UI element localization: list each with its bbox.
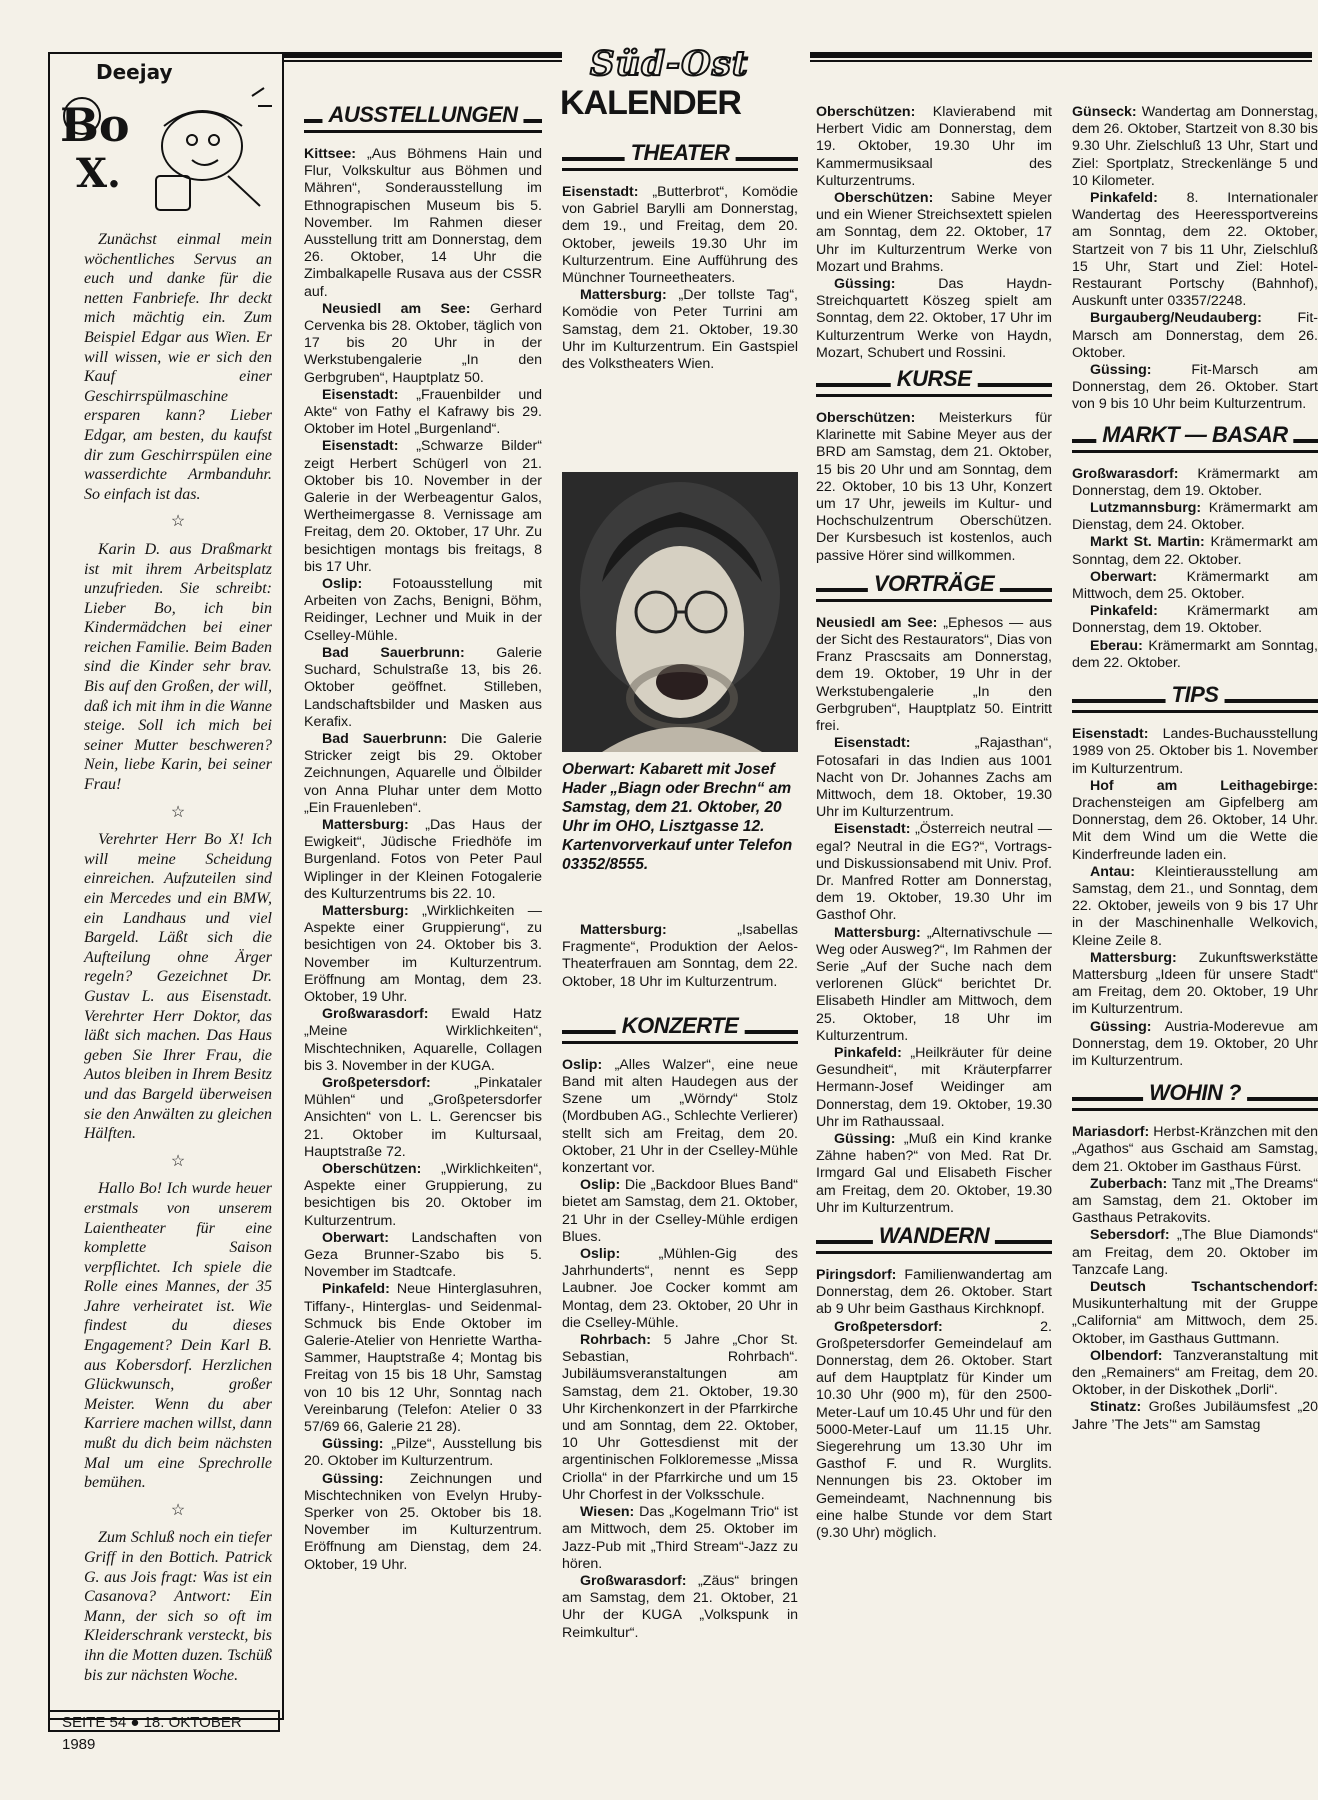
entry-text: Krämermarkt am Mittwoch, dem 25. Oktober. bbox=[1072, 568, 1318, 603]
entry-place: Güssing: bbox=[834, 276, 896, 293]
entry-text: „The Blue Diamonds“ am Freitag, dem 20. Oktober im Tanzcafe Lang. bbox=[1072, 1227, 1318, 1278]
entry-text: „Pilze“, Ausstellung bis 20. Oktober im Kulturzentrum. bbox=[304, 1436, 542, 1470]
entry-place: Oslip: bbox=[562, 1056, 603, 1073]
entry-text: Herbst-Kränzchen mit den „Agathos“ aus Gschaid am Samstag, dem 21. Oktober im Gasthaus Fürst. bbox=[1072, 1124, 1318, 1175]
entry-text: „Rajasthan“, Fotosafari in das Indien aus 1001 Nacht von Dr. Johannes Zachs am Mittwoch, dem 18. Oktober, 19.30 Uhr im Kulturzentrum. bbox=[816, 735, 1052, 821]
entry bbox=[304, 1075, 542, 1161]
section-title: WOHIN ? bbox=[1143, 1084, 1247, 1101]
entry-text: Zeichnungen und Mischtechniken von Evelyn Hruby-Sperker von 25. Oktober bis 18. November im Kulturzentrum. Eröffnung am Dienstag, dem 24. Oktober, 19 Uhr. bbox=[304, 1470, 542, 1573]
entry-place: Großwarasdorf: bbox=[1072, 465, 1179, 482]
entry bbox=[304, 1230, 542, 1282]
section-title: VORTRÄGE bbox=[868, 575, 1000, 592]
entries-theater bbox=[562, 184, 798, 373]
entry-place: Mattersburg: bbox=[322, 902, 409, 919]
entry-place: Mariasdorf: bbox=[1072, 1124, 1150, 1141]
section-title: THEATER bbox=[625, 144, 736, 161]
entry-text: „Muß ein Kind kranke Zähne haben?“ von Med. Rat Dr. Irmgard Gal und Elisabeth Fischer am Freitag, dem 20. Oktober, 19.30 Uhr im Kulturzentrum. bbox=[816, 1130, 1052, 1216]
entry-place: Oberwart: bbox=[1090, 568, 1158, 585]
entry-place: Güssing: bbox=[322, 1470, 384, 1487]
entry-text: Musikunterhaltung mit der Gruppe „California“ am Mittwoch, dem 25. Oktober, im Gasthaus Guttmann. bbox=[1072, 1296, 1318, 1347]
entry-text: „Aus Böhmens Hain und Flur, Volkskultur aus Böhmen und Mähren“, Sonderausstellung im Ethnograpischen Museum bis 5. November. Im Rahmen dieser Ausstellung tritt am Donnerstag, dem 26. Oktober, 14 Uhr die Zimbalkapelle Rusava aus der CSSR auf. bbox=[304, 146, 542, 300]
entries-wandern-cont bbox=[1072, 104, 1318, 414]
entry-place: Neusiedl am See: bbox=[322, 300, 471, 317]
entry-place: Oslip: bbox=[322, 576, 363, 593]
section-title: MARKT — BASAR bbox=[1096, 426, 1293, 443]
entry-place: Zuberbach: bbox=[1090, 1175, 1168, 1192]
letter-3: Verehrter Herr Bo X! Ich will meine Scheidung einreichen. Aufzuteilen sind ein Mercedes und ein BMW, ein Landhaus und viel Bargeld. Läßt sich die Aufteilung ohne Ärger regeln? Gezeichnet Dr. Gustav L. aus Eisenstadt. Verehrter Herr Doktor, das läßt sich machen. Das Haus geben Sie Ihrer Frau, die Autos bleiben in Ihrem Besitz und das Bargeld überweisen sie den Anwälten zu gleichen Hälften. bbox=[84, 831, 272, 1143]
entry bbox=[562, 1573, 798, 1642]
entry bbox=[304, 438, 542, 576]
entry-text: Die „Backdoor Blues Band“ bietet am Samstag, dem 21. Oktober, 21 Uhr in der Cselley-Mühle erdigen Blues. bbox=[562, 1177, 798, 1245]
entry bbox=[816, 104, 1052, 190]
entry-place: Oberwart: bbox=[322, 1229, 390, 1246]
entry bbox=[1072, 864, 1318, 950]
entry bbox=[1072, 1227, 1318, 1279]
entry bbox=[816, 1131, 1052, 1217]
entry bbox=[304, 817, 542, 903]
entry-text: Gerhard Cervenka bis 28. Oktober, täglich von 17 bis 20 Uhr in der Werkstubengalerie „In den Gerbgruben“, Hauptplatz 50. bbox=[304, 300, 542, 386]
entry-place: Rohrbach: bbox=[580, 1332, 651, 1349]
entry-place: Großwarasdorf: bbox=[580, 1572, 687, 1589]
entry-text: Kleintierausstellung am Samstag, dem 21., und Sonntag, dem 22. Oktober, jeweils von 9 bis 17 Uhr in der Maschinenhalle Welkovich, Kleine Zeile 8. bbox=[1072, 863, 1318, 949]
entry-place: Eisenstadt: bbox=[562, 184, 639, 200]
entry-text: Familienwandertag am Donnerstag, dem 26. Oktober. Start ab 9 Uhr beim Gasthaus Kirchknopf. bbox=[816, 1266, 1052, 1318]
section-header-wandern bbox=[816, 1222, 1052, 1257]
entry bbox=[816, 735, 1052, 821]
entries-klassik bbox=[816, 104, 1052, 362]
entry-text: Fit-Marsch am Donnerstag, dem 26. Oktober. Start von 9 bis 10 Uhr beim Kulturzentrum. bbox=[1072, 362, 1318, 413]
entries-kurse bbox=[816, 410, 1052, 565]
entry bbox=[562, 1177, 798, 1246]
section-title: AUSSTELLUNGEN bbox=[322, 106, 523, 123]
logo-bo: Bo bbox=[60, 98, 130, 152]
entry-place: Eisenstadt: bbox=[834, 821, 911, 838]
entry bbox=[816, 615, 1052, 735]
entry-place: Mattersburg: bbox=[580, 922, 667, 938]
entry-text: „Heilkräuter für deine Gesundheit“, mit Kräuterpfarrer Hermann-Josef Weidinger am Donnerstag, dem 19. Oktober, 19.30 Uhr im Rathaussaal. bbox=[816, 1044, 1052, 1130]
entry bbox=[1072, 104, 1318, 190]
top-rule-left bbox=[282, 52, 562, 58]
entry-place: Oslip: bbox=[580, 1177, 621, 1194]
entry-place: Großpetersdorf: bbox=[322, 1074, 431, 1091]
entry-text: Neue Hinterglasuhren, Tiffany-, Hinterglas- und Seidenmal-Schmuck bis Ende Oktober im Galerie-Atelier von Henriette Wartha-Sammer, Hauptstraße 4; Montag bis Freitag von 15 bis 18 Uhr, Samstag von 10 bis 12 Uhr, Sonntag nach Vereinbarung (Telefon: Atelier 0 33 57/69 66, Galerie 21 28). bbox=[304, 1281, 542, 1436]
section-title: KURSE bbox=[891, 370, 978, 387]
entry-text: „Wirklichkeiten — Aspekte einer Gruppierung“, zu besichtigen von 24. Oktober bis 3. November im Kulturzentrum. Eröffnung am Montag, dem 23. Oktober, 19 Uhr. bbox=[304, 902, 542, 1005]
entry-place: Piringsdorf: bbox=[816, 1266, 897, 1283]
entry-text: Ewald Hatz „Meine Wirklichkeiten“, Mischtechniken, Aquarelle, Collagen bis 3. November in der KUGA. bbox=[304, 1006, 542, 1074]
portrait-image bbox=[562, 472, 798, 752]
entry-text: Das „Kogelmann Trio“ ist am Mittwoch, dem 25. Oktober im Jazz-Pub mit „Third Stream“-Jazz zu hören. bbox=[562, 1504, 798, 1572]
column-right-clip bbox=[1072, 0, 1318, 1800]
section-header-wohin bbox=[1072, 1080, 1318, 1114]
entry bbox=[562, 1246, 798, 1332]
entry bbox=[562, 287, 798, 373]
entry bbox=[1072, 500, 1318, 534]
entry-place: Olbendorf: bbox=[1090, 1347, 1163, 1364]
entry-text: „Zäus“ bringen am Samstag, dem 21. Oktober, 21 Uhr der KUGA „Volkspunk in Reimkultur“. bbox=[562, 1572, 798, 1641]
entry bbox=[562, 1504, 798, 1573]
entry bbox=[1072, 726, 1318, 778]
entry-place: Pinkafeld: bbox=[1090, 190, 1158, 207]
entry bbox=[304, 731, 542, 817]
entries-wandern bbox=[816, 1267, 1052, 1542]
entry-text: „Frauenbilder und Akte“ von Fathy el Kafrawy bis 29. Oktober im Hotel „Burgenland“. bbox=[304, 386, 542, 438]
entry-text: „Österreich neutral — egal? Neutral in die EG?“, Vortrags- und Diskussionsabend mit Univ. Prof. Dr. Manfred Rotter am Donnerstag, dem 19. Oktober, 19.30 Uhr im Gasthof Ohr. bbox=[816, 821, 1052, 924]
entry-place: Hof am Leithagebirge: bbox=[1090, 777, 1318, 794]
entry-place: Günseck: bbox=[1072, 104, 1137, 120]
entry bbox=[304, 645, 542, 731]
entry-text: „Wirklichkeiten“, Aspekte einer Gruppierung, zu besichtigen bis 20. Oktober im Kulturzentrum. bbox=[304, 1160, 542, 1229]
letter-5: Zum Schluß noch ein tiefer Griff in den Bottich. Patrick G. aus Jois fragt: Was ist ein Casanova? Antwort: Ein Mann, der sich so oft im Kleiderschrank versteckt, bis ihn die Motten duzen. Tschüß bis zur nächsten Woche. bbox=[84, 1529, 272, 1684]
entry-text: Krämermarkt am Sonntag, dem 22. Oktober. bbox=[1072, 534, 1318, 568]
entry-place: Pinkafeld: bbox=[1090, 603, 1158, 620]
entry-text: Krämermarkt am Donnerstag, dem 19. Oktober. bbox=[1072, 465, 1318, 499]
entry-text: „Schwarze Bilder“ zeigt Herbert Schügerl von 21. Oktober bis 10. November in der Galerie in der Werbeagentur Galos, Werthеimergasse 8. Vernissage am Freitag, dem 20. Oktober, 17 Uhr. Zu besichtigen montags bis freitags, 8 bis 17 Uhr. bbox=[304, 438, 542, 575]
entry-place: Mattersburg: bbox=[322, 816, 409, 833]
section-header-vortraege bbox=[816, 570, 1052, 605]
entry-text: 8. Internationaler Wandertag des Heeressportvereins am Sonntag, dem 22. Oktober, Startzeit von 7 bis 11 Uhr, Zielschluß 15 Uhr, Start und Ziel: Hotel-Restaurant Portschy (Bahnhof), Auskunft unter 03357/2248. bbox=[1072, 190, 1318, 310]
column-ausstellungen bbox=[304, 100, 542, 1574]
entry-text: „Butterbrot“, Komödie von Gabriel Barylli am Donnerstag, dem 19., und Freitag, dem 20. Oktober, jeweils 19.30 Uhr im Kulturzentrum. Eine Aufführung des Münchner Tourneetheaters. bbox=[562, 184, 798, 287]
section-title: KONZERTE bbox=[616, 1017, 745, 1034]
column-kurse-vortraege bbox=[816, 104, 1052, 1542]
entry-place: Mattersburg: bbox=[834, 924, 921, 941]
entry-place: Großpetersdorf: bbox=[834, 1318, 943, 1335]
entry bbox=[816, 410, 1052, 565]
entry-place: Mattersburg: bbox=[580, 287, 667, 304]
entry bbox=[304, 1161, 542, 1230]
entry bbox=[562, 1332, 798, 1504]
entries-ausstellungen bbox=[304, 146, 542, 1574]
entry-text: „Ephesos — aus der Sicht des Restaurators“, Dias von Franz Prascsaits am Donnerstag, dem 19. Oktober, 19 Uhr in der Werkstubengalerie „In den Gerbgruben“, Hauptplatz 50. Eintritt frei. bbox=[816, 614, 1052, 735]
entry-text: Klavierabend mit Herbert Vidic am Donnerstag, dem 19. Oktober, 19.30 Uhr im Kammermusiksaal des Kulturzentrums. bbox=[816, 104, 1052, 189]
photo-caption: Oberwart: Kabarett mit Josef Hader „Biagn oder Brechn“ am Samstag, dem 21. Oktober, 20 Uhr im OHO, Lisztgasse 12. Kartenvorverkauf unter Telefon 03352/8555. bbox=[562, 761, 793, 873]
deejay-box-sidebar bbox=[48, 52, 284, 1720]
letter-1: Zunächst einmal mein wöchentliches Servus an euch und danke für die netten Fanbriefe. Ihr deckt mich mächtig ein. Zum Beispiel Edgar aus Wien. Er will wissen, wie er sich den Kauf einer Geschirrspülmaschine ersparen kann? Lieber Edgar, am besten, du kaufst dir zum Geschirrspülen eine wasserdichte Armbanduhr. So einfach ist das. bbox=[84, 231, 272, 503]
section-header-kurse bbox=[816, 366, 1052, 400]
page-footer: SEITE 54 ● 18. OKTOBER 1989 bbox=[48, 1710, 280, 1732]
entry bbox=[1072, 638, 1318, 672]
section-header-konzerte bbox=[562, 1012, 798, 1047]
entry-place: Eberau: bbox=[1090, 637, 1143, 654]
entry bbox=[1072, 362, 1318, 414]
section-header-markt bbox=[1072, 421, 1318, 456]
top-rule-left-2 bbox=[282, 60, 562, 62]
entry-text: Krämermarkt am Sonntag, dem 22. Oktober. bbox=[1072, 637, 1318, 671]
entry-place: Markt St. Martin: bbox=[1090, 534, 1205, 551]
entry-text: Fotoausstellung mit Arbeiten von Zachs, Benigni, Böhm, Reidinger, Lechner und Muik in der Cselley-Mühle. bbox=[304, 576, 542, 644]
entry-text: Krämermarkt am Dienstag, dem 24. Oktober. bbox=[1072, 500, 1318, 534]
entries-markt bbox=[1072, 466, 1318, 672]
column-theater bbox=[562, 138, 798, 373]
entry-text: Tanz mit „The Dreams“ am Samstag, dem 21. Oktober im Gasthaus Petrakovits. bbox=[1072, 1175, 1318, 1227]
entry-text: Meisterkurs für Klarinette mit Sabine Meyer aus der BRD am Samstag, dem 21. Oktober, 15 bis 20 Uhr und am Sonntag, dem 22. Oktober, 10 bis 13 Uhr, Konzert um 17 Uhr, jeweils im Kultur- und Hochschulzentrum Oberschützen. Der Kursbesuch ist kostenlos, auch passive Hörer sind willkommen. bbox=[816, 410, 1052, 564]
entry-place: Eisenstadt: bbox=[834, 735, 911, 752]
entry bbox=[1072, 466, 1318, 500]
entry-place: Bad Sauerbrunn: bbox=[322, 730, 448, 747]
entry-text: Drachensteigen am Gipfelberg am Donnerstag, dem 26. Oktober, 14 Uhr. Mit dem Wind um die Wette die Kinderfreunde laden ein. bbox=[1072, 794, 1318, 863]
masthead-main-title: KALENDER bbox=[560, 84, 741, 122]
entry-text: Sabine Meyer und ein Wiener Streichsextett spielen am Sonntag, dem 22. Oktober, 17 Uhr im Kulturzentrum Werke von Mozart und Brahms. bbox=[816, 190, 1052, 275]
entry-place: Bad Sauerbrunn: bbox=[322, 644, 465, 661]
entry-place: Güssing: bbox=[1090, 1018, 1152, 1035]
entry bbox=[304, 387, 542, 439]
entry bbox=[304, 1281, 542, 1436]
star-separator: ☆ bbox=[170, 803, 186, 821]
letter-4: Hallo Bo! Ich wurde heuer erstmals von unserem Laientheater für eine komplette Saison verpflichtet. Ich spiele die Rolle eines Mannes, der 35 Jahre verheiratet ist. Wie findest du dieses Engagement? Dein Karl B. aus Kobersdorf. Herzlichen Glückwunsch, großer Meister. Wenn du aber Karriere machen willst, dann mußt du dich beim nächsten Mal um eine Sprechrolle bemühen. bbox=[84, 1180, 272, 1492]
entry bbox=[304, 1471, 542, 1574]
entry-text: „Alles Walzer“, eine neue Band mit alten Haudegen aus der Szene um „Wörndy“ Stolz (Mordbuben AG., Schlechte Verlierer) stellt sich am Freitag, dem 20. Oktober, 21 Uhr in der Cselley-Mühle konzertant vor. bbox=[562, 1056, 798, 1177]
entry bbox=[816, 1267, 1052, 1319]
logo-deejay: Deejay bbox=[96, 60, 173, 84]
entry-place: Oberschützen: bbox=[816, 104, 916, 120]
entry-place: Güssing: bbox=[1090, 362, 1152, 379]
entry-place: Eisenstadt: bbox=[322, 438, 399, 455]
entry bbox=[1072, 1279, 1318, 1348]
column-markt-tips-wohin bbox=[1072, 104, 1318, 1434]
entry bbox=[1072, 1399, 1318, 1433]
entry bbox=[304, 1006, 542, 1075]
entry-text: Zukunftswerkstätte Mattersburg „Ideen für unsere Stadt“ am Freitag, dem 20. Oktober, 19 Uhr im Kulturzentrum. bbox=[1072, 949, 1318, 1018]
entry-place: Großwarasdorf: bbox=[322, 1006, 429, 1023]
sidebar-letters bbox=[84, 230, 272, 1685]
entry bbox=[304, 1436, 542, 1470]
entry-place: Oberschützen: bbox=[834, 190, 934, 207]
entry bbox=[304, 146, 542, 301]
entry bbox=[1072, 1019, 1318, 1071]
entry-place: Eisenstadt: bbox=[1072, 726, 1149, 743]
masthead-script-title: Süd-Ost bbox=[590, 44, 749, 84]
entry bbox=[816, 190, 1052, 276]
section-header-theater bbox=[562, 140, 798, 174]
section-title: TIPS bbox=[1166, 686, 1225, 703]
photo-josef-hader bbox=[562, 472, 798, 752]
column-theater-extra bbox=[562, 922, 798, 1642]
letter-2: Karin D. aus Draßmarkt ist mit ihrem Arbeitsplatz unzufrieden. Sie schreibt: Lieber Bo, ich bin Kindermädchen bei einer reichen Familie. Beim Baden sind die Kinder sehr brav. Bis auf den Großen, der will, daß ich mit ihm in die Wanne steige. Soll ich mich bei seiner Mutter beschweren? Nein, liebe Karin, bei seiner Frau! bbox=[84, 540, 272, 794]
logo-x: X. bbox=[76, 150, 121, 197]
entry bbox=[1072, 603, 1318, 637]
entry-text: „Pinkataler Mühlen“ und „Großpetersdorfer Ansichten“ von L. L. Gerencser bis 21. Oktober im Kultursaal, Hauptstraße 72. bbox=[304, 1074, 542, 1160]
entry-place: Wiesen: bbox=[580, 1504, 635, 1521]
entry-text: Austria-Moderevue am Donnerstag, dem 19. Oktober, 20 Uhr im Kulturzentrum. bbox=[1072, 1018, 1318, 1069]
entry bbox=[1072, 778, 1318, 864]
entry-place: Pinkafeld: bbox=[322, 1281, 390, 1298]
entries-tips bbox=[1072, 726, 1318, 1070]
entry-place: Mattersburg: bbox=[1090, 949, 1177, 966]
entry bbox=[816, 1045, 1052, 1131]
entry-text: Landes-Buchausstellung 1989 von 25. Oktober bis 1. November im Kulturzentrum. bbox=[1072, 726, 1318, 777]
entry-place: Güssing: bbox=[322, 1436, 384, 1453]
entry-text: „Alternativschule — Weg oder Ausweg?“, Im Rahmen der Serie „Auf der Suche nach dem verlorenen Glück“ berichtet Dr. Elisabeth Hindler am Mittwoch, dem 25. Oktober, 18 Uhr im Kulturzentrum. bbox=[816, 924, 1052, 1044]
star-separator: ☆ bbox=[170, 513, 186, 531]
entry bbox=[1072, 1348, 1318, 1400]
entry bbox=[562, 1057, 798, 1177]
entries-konzerte bbox=[562, 1057, 798, 1642]
entry bbox=[1072, 310, 1318, 362]
masthead bbox=[556, 44, 816, 126]
entry-text: Landschaften von Geza Brunner-Szabo bis 5. November im Stadtcafe. bbox=[304, 1229, 542, 1281]
entry-place: Kittsee: bbox=[304, 146, 357, 162]
entry bbox=[1072, 1124, 1318, 1176]
entry bbox=[304, 576, 542, 645]
section-header-tips bbox=[1072, 682, 1318, 716]
entry-place: Eisenstadt: bbox=[322, 386, 399, 403]
entry-place: Oberschützen: bbox=[816, 410, 916, 427]
entry-place: Sebersdorf: bbox=[1090, 1227, 1170, 1244]
star-separator: ☆ bbox=[170, 1501, 186, 1519]
entry-place: Deutsch Tschantschendorf: bbox=[1090, 1278, 1318, 1295]
entry-text: „Das Haus der Ewigkeit“, Jüdische Friedhöfe im Burgenland. Fotos von Peter Paul Wiplinger in der Kleinen Fotogalerie des Kulturzentrums bis 22. 10. bbox=[304, 816, 542, 902]
entry-text: Tanzveranstaltung mit den „Remainers“ am Freitag, dem 20. Oktober, in der Diskothek „Dorli“. bbox=[1072, 1347, 1318, 1399]
entry bbox=[1072, 1176, 1318, 1228]
entry bbox=[816, 276, 1052, 362]
entry bbox=[1072, 534, 1318, 568]
entry-place: Neusiedl am See: bbox=[816, 614, 938, 631]
entry-text: Fit-Marsch am Donnerstag, dem 26. Oktober. bbox=[1072, 310, 1318, 361]
entry-text: Die Galerie Stricker zeigt bis 29. Oktober Zeichnungen, Aquarelle und Ölbilder von Anna Pluhar unter dem Motto „Ein Frauenleben“. bbox=[304, 730, 542, 816]
entry-place: Oberschützen: bbox=[322, 1160, 422, 1177]
entry bbox=[816, 821, 1052, 924]
entry-text: Galerie Suchard, Schulstraße 13, bis 26. Oktober geöffnet. Stilleben, Landschaftsbilder und Masken aus Kerafix. bbox=[304, 644, 542, 730]
entry-text: Wandertag am Donnerstag, dem 26. Oktober, Startzeit von 8.30 bis 9.30 Uhr. Zielschluß 13 Uhr, Start und Ziel: Sportplatz, Streckenlänge 5 und 10 Kilometer. bbox=[1072, 104, 1318, 189]
entry-text: Großes Jubiläumsfest „20 Jahre ’The Jets’“ am Samstag bbox=[1072, 1399, 1318, 1433]
entry-text: „Mühlen-Gig des Jahrhunderts“, nennt es Sepp Laubner. Joe Cocker kommt am Montag, dem 23. Oktober, 20 Uhr in die Cselley-Mühle. bbox=[562, 1246, 798, 1331]
entry bbox=[816, 1319, 1052, 1543]
entry bbox=[1072, 569, 1318, 603]
entries-vortraege bbox=[816, 615, 1052, 1217]
entry bbox=[816, 925, 1052, 1045]
entry-text: „Der tollste Tag“, Komödie von Peter Turrini am Samstag, dem 21. Oktober, 19.30 Uhr im Kulturzentrum. Ein Gastspiel des Volkstheaters Wien. bbox=[562, 287, 798, 373]
entry-text: Das Haydn-Streichquartett Köszeg spielt am Sonntag, dem 22. Oktober, 17 Uhr im Kulturzentrum Werke von Haydn, Mozart, Schubert und Rossini. bbox=[816, 276, 1052, 361]
section-title: WANDERN bbox=[873, 1227, 995, 1244]
entries-wohin bbox=[1072, 1124, 1318, 1434]
entry-text: 5 Jahre „Chor St. Sebastian, Rohrbach“. Jubiläumsveranstaltungen am Samstag, dem 21. Oktober, 19.30 Uhr Kirchenkonzert in der Pfarrkirche und am Sonntag, dem 22. Oktober, 10 Uhr Gottesdienst mit der argentinischen Folkloremesse „Missa Criolla“ in der Pfarrkirche und um 15 Uhr Chorfest in der Volksschule. bbox=[562, 1332, 798, 1503]
section-header-ausstellungen bbox=[304, 102, 542, 136]
entry bbox=[1072, 950, 1318, 1019]
entry bbox=[1072, 190, 1318, 310]
entry-place: Burgauberg/Neudauberg: bbox=[1090, 310, 1262, 327]
entry bbox=[304, 301, 542, 387]
entry-place: Oslip: bbox=[580, 1246, 621, 1263]
entry-place: Lutzmannsburg: bbox=[1090, 500, 1202, 517]
entry-place: Stinatz: bbox=[1090, 1399, 1142, 1416]
entry-place: Antau: bbox=[1090, 863, 1135, 880]
entry bbox=[562, 922, 798, 991]
entry-text: „Isabellas Fragmente“, Produktion der Aelos-Theaterfrauen am Sonntag, dem 22. Oktober, 18 Uhr im Kulturzentrum. bbox=[562, 922, 798, 990]
entry-place: Güssing: bbox=[834, 1130, 896, 1147]
entry-place: Pinkafeld: bbox=[834, 1044, 902, 1061]
star-separator: ☆ bbox=[170, 1152, 186, 1170]
entry bbox=[304, 903, 542, 1006]
entry-text: 2. Großpetersdorfer Gemeindelauf am Donnerstag, dem 26. Oktober. Start auf dem Hauptplatz für Kinder um 10.30 Uhr (900 m), für den 2500-Meter-Lauf um 10.45 Uhr und für den 5000-Meter-Lauf um 11.15 Uhr. Siegerehrung um 13.30 Uhr im Gasthof F. und R. Wurglits. Nennungen bis 23. Oktober im Gemeindeamt, Nachnennung bis eine halbe Stunde vor dem Start (9.30 Uhr) möglich. bbox=[816, 1318, 1052, 1542]
entry bbox=[562, 184, 798, 287]
entry-text: Krämermarkt am Donnerstag, dem 19. Oktober. bbox=[1072, 603, 1318, 637]
